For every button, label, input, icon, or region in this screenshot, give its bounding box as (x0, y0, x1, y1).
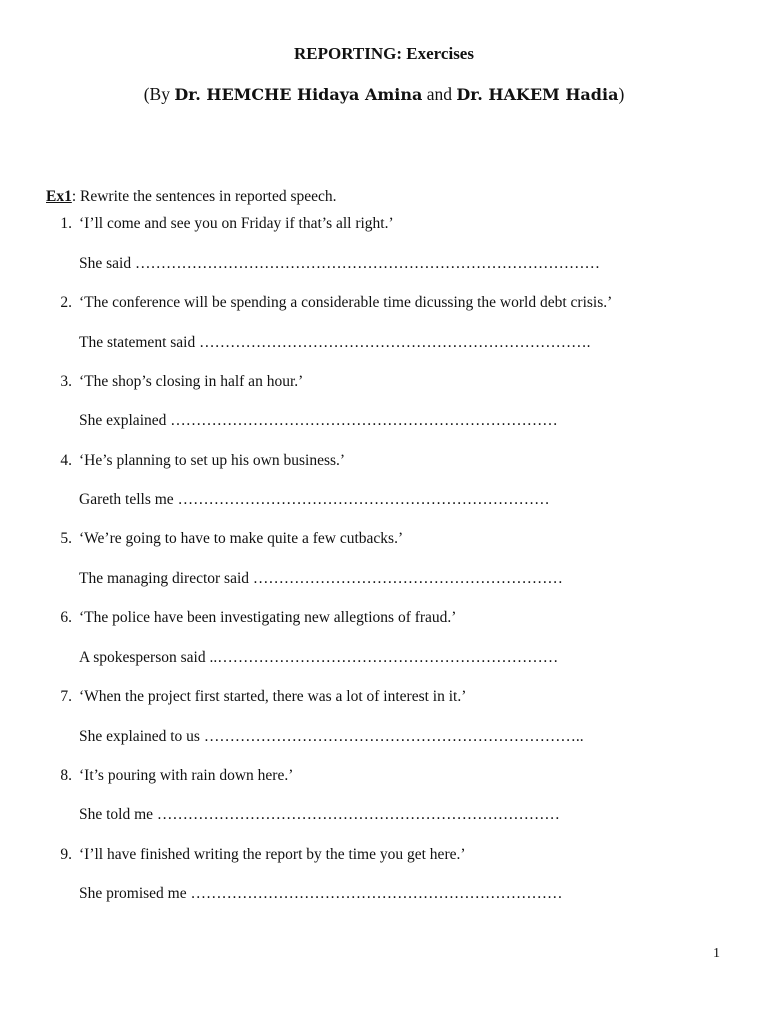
item-answer-line: She told me …………………………………………………………………… (79, 806, 560, 823)
item-answer-line: She said ……………………………………………………………………………… (79, 255, 600, 272)
exercise-instruction: : Rewrite the sentences in reported speech. (71, 188, 337, 205)
exercise-item (0, 215, 768, 275)
item-number: 8. (60, 767, 72, 784)
exercise-label: Ex1 (46, 188, 72, 205)
item-quote: ‘I’ll have finished writing the report by the time you get here.’ (79, 846, 466, 863)
author-2: Dr. HAKEM Hadia (456, 85, 619, 104)
item-answer-line: She explained ………………………………………………………………… (79, 412, 558, 429)
exercise-item (0, 294, 768, 354)
exercise-item (0, 767, 768, 827)
item-quote: ‘The shop’s closing in half an hour.’ (79, 373, 304, 390)
item-answer-line: A spokesperson said ..………………………………………………………… (79, 649, 559, 666)
exercise-item (0, 452, 768, 512)
item-quote: ‘When the project first started, there was a lot of interest in it.’ (79, 688, 467, 705)
exercise-item (0, 530, 768, 590)
item-answer-line: She explained to us ……………………………………………………………….. (79, 728, 584, 745)
exercise-item (0, 609, 768, 669)
item-number: 2. (60, 294, 72, 311)
exercise-item (0, 846, 768, 906)
item-quote: ‘The conference will be spending a considerable time dicussing the world debt crisis.’ (79, 294, 613, 311)
authors-line (0, 84, 768, 105)
item-number: 4. (60, 452, 72, 469)
item-number: 3. (60, 373, 72, 390)
item-number: 1. (60, 215, 72, 232)
exercise-heading (46, 188, 337, 206)
item-answer-line: She promised me ……………………………………………………………… (79, 885, 563, 902)
item-number: 6. (60, 609, 72, 626)
item-number: 9. (60, 846, 72, 863)
item-quote: ‘He’s planning to set up his own business.’ (79, 452, 346, 469)
page-title: REPORTING: Exercises (294, 44, 474, 63)
item-answer-line: The managing director said …………………………………………………… (79, 570, 563, 587)
exercise-item (0, 688, 768, 748)
authors-open: (By (143, 84, 175, 104)
item-quote: ‘We’re going to have to make quite a few cutbacks.’ (79, 530, 404, 547)
item-number: 7. (60, 688, 72, 705)
item-quote: ‘The police have been investigating new allegtions of fraud.’ (79, 609, 457, 626)
exercise-item (0, 373, 768, 433)
item-answer-line: Gareth tells me ……………………………………………………………… (79, 491, 550, 508)
page-number: 1 (713, 946, 720, 961)
item-answer-line: The statement said …………………………………………………………………. (79, 334, 591, 351)
authors-and: and (422, 84, 457, 104)
item-number: 5. (60, 530, 72, 547)
author-1: Dr. HEMCHE Hidaya Amina (174, 85, 423, 104)
authors-close: ) (618, 84, 625, 104)
item-quote: ‘I’ll come and see you on Friday if that’s all right.’ (79, 215, 394, 232)
item-quote: ‘It’s pouring with rain down here.’ (79, 767, 294, 784)
